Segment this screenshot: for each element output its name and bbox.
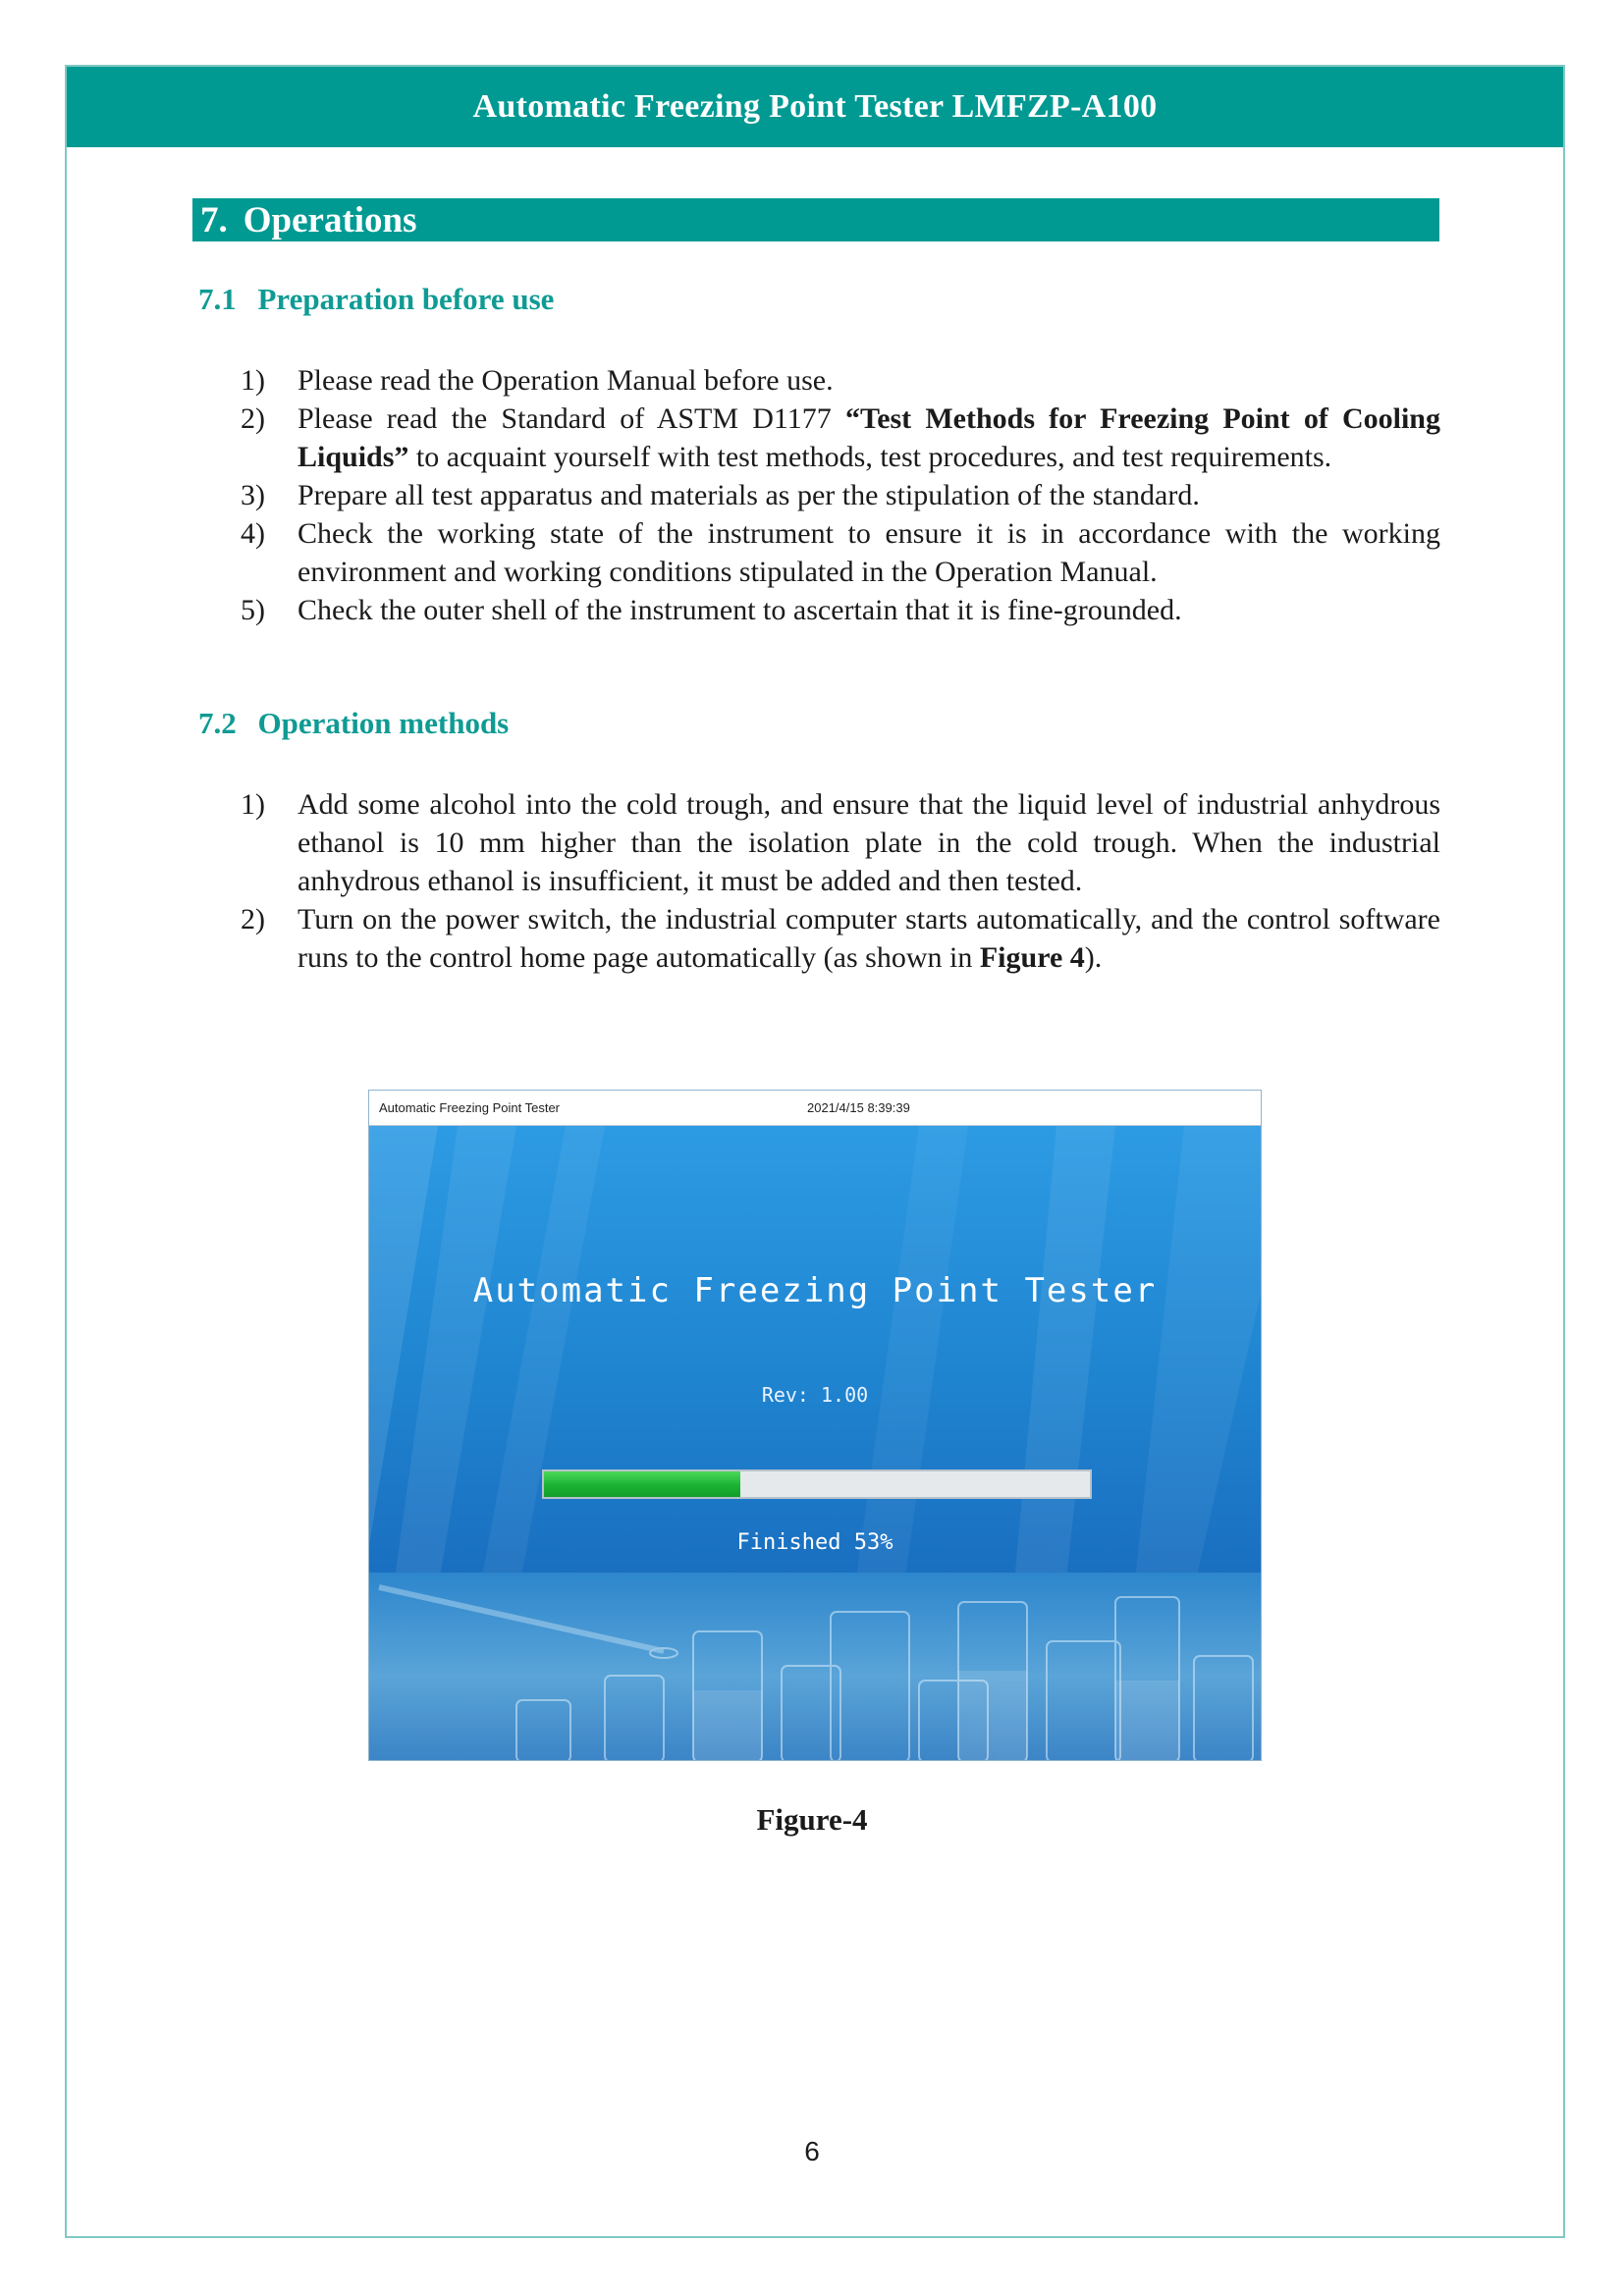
document-title: Automatic Freezing Point Tester LMFZP-A100 [472, 88, 1158, 125]
app-name: Automatic Freezing Point Tester [379, 1100, 561, 1115]
list-marker: 1) [241, 364, 265, 397]
splash-title: Automatic Freezing Point Tester [472, 1271, 1158, 1310]
list-item-text: Check the working state of the instrument to ensure it is in accordance with the working environment and working conditions stipulated in the Operation Manual. [298, 517, 1440, 588]
section-title: Operations [243, 199, 417, 240]
progress-fill [544, 1471, 740, 1497]
subsection-title: Operation methods [257, 706, 510, 740]
figure-caption: Figure-4 [756, 1802, 868, 1837]
header-band [67, 67, 1563, 147]
list-item [241, 785, 1440, 900]
preparation-list [241, 361, 1440, 629]
subsection-heading-7-1 [198, 282, 554, 317]
list-item [241, 900, 1440, 977]
subsection-title: Preparation before use [257, 282, 555, 316]
figure-reference: Figure 4 [979, 941, 1085, 974]
subsection-number: 7.1 [198, 282, 237, 316]
list-item [241, 476, 1440, 514]
glassware-illustration [369, 1573, 1261, 1761]
section-number: 7. [200, 199, 228, 240]
list-marker: 4) [241, 517, 265, 550]
list-marker: 2) [241, 903, 265, 935]
list-item-text-continued: to acquaint yourself with test methods, test procedures, and test requirements. [408, 441, 1332, 473]
subsection-number: 7.2 [198, 706, 237, 740]
list-marker: 1) [241, 788, 265, 821]
list-marker: 5) [241, 594, 265, 626]
list-item-text: Turn on the power switch, the industrial computer starts automatically, and the control software runs to the control home page automatically (as shown in [298, 903, 1440, 974]
standard-title: “Test Methods for Freezing Point of Cooling Liquids” [298, 402, 1440, 473]
list-marker: 3) [241, 479, 265, 511]
section-heading [192, 198, 1439, 241]
splash-screen [369, 1126, 1261, 1761]
app-titlebar [369, 1091, 1261, 1126]
list-marker: 2) [241, 402, 265, 435]
list-item-text: Check the outer shell of the instrument to ascertain that it is fine-grounded. [298, 594, 1182, 626]
subsection-heading-7-2 [198, 706, 509, 741]
loading-status: Finished 53% [736, 1530, 893, 1555]
revision-label: Rev: 1.00 [761, 1383, 869, 1407]
list-item-text: Please read the Standard of ASTM D1177 [298, 402, 845, 435]
operation-list [241, 785, 1440, 977]
list-item [241, 361, 1440, 400]
list-item [241, 591, 1440, 629]
list-item [241, 400, 1440, 476]
app-datetime: 2021/4/15 8:39:39 [807, 1100, 910, 1115]
list-item-text-continued: ). [1084, 941, 1103, 974]
list-item [241, 514, 1440, 591]
list-item-text: Please read the Operation Manual before use. [298, 364, 834, 397]
list-item-text: Prepare all test apparatus and materials as per the stipulation of the standard. [298, 479, 1200, 511]
list-item-text: Add some alcohol into the cold trough, and ensure that the liquid level of industrial anhydrous ethanol is 10 mm higher than the isolation plate in the cold trough. When the industrial anhydrous ethanol is insufficient, it must be added and then tested. [298, 788, 1440, 897]
figure-4-screenshot [368, 1090, 1262, 1761]
lab-glassware-image [369, 1573, 1261, 1761]
page-number: 6 [804, 2136, 820, 2166]
loading-progress-bar [542, 1469, 1092, 1499]
